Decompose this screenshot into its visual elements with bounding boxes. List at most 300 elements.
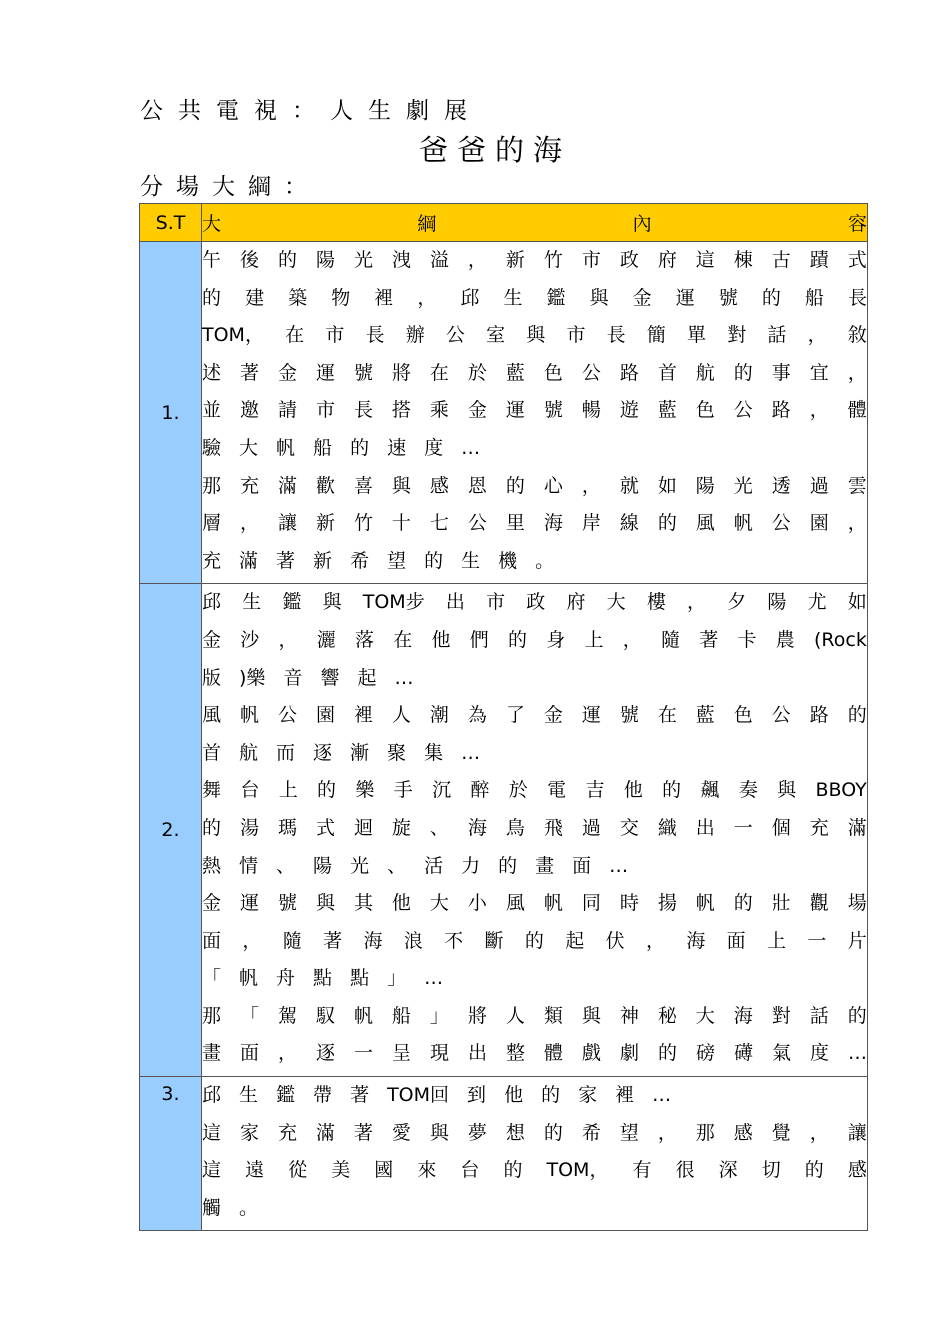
scene-text-token: 鑑 — [546, 286, 566, 309]
scene-text-token: 船 — [804, 286, 824, 309]
scene-text-token: 帆 — [353, 1004, 373, 1027]
scene-text-token: 海 — [363, 929, 383, 952]
scene-text-token: 這 — [695, 249, 715, 271]
scene-text-token: 與 — [322, 591, 342, 614]
scene-text-token: 充 — [239, 474, 259, 497]
scene-text-token: 點 — [313, 967, 333, 990]
scene-text-token: 就 — [619, 474, 639, 497]
scene-description — [202, 242, 868, 584]
scene-text-token: 出 — [695, 816, 715, 839]
scene-text-token: 落 — [355, 628, 375, 651]
scene-text-token: 公 — [581, 361, 601, 384]
scene-text-token: 活 — [424, 854, 444, 877]
scene-text-token: BBOY — [815, 779, 867, 802]
scene-text-token: 七 — [429, 512, 449, 535]
scene-text-token: 首 — [202, 741, 222, 764]
scene-row — [140, 584, 868, 1077]
scene-text-token: 政 — [526, 591, 546, 614]
scene-text-token: 滿 — [315, 1121, 335, 1144]
scene-text-token: 在 — [429, 361, 449, 384]
column-header-char: 綱 — [417, 213, 437, 235]
scene-text-token: 到 — [467, 1084, 487, 1107]
scene-text-token: 國 — [374, 1159, 394, 1182]
scene-text-token: ， — [809, 399, 829, 422]
scene-text-token: ， — [645, 929, 665, 952]
scene-text-token: 新 — [505, 249, 525, 271]
scene-text-token: 生 — [461, 549, 481, 572]
scene-text-token: 體 — [847, 399, 867, 422]
scene-text-token: 府 — [657, 249, 677, 271]
scene-text-token: 宜 — [809, 361, 829, 384]
scene-text-token: … — [652, 1084, 672, 1107]
scene-text-token: 色 — [733, 704, 753, 727]
scene-text-token: 充 — [809, 816, 829, 839]
scene-text-token: 的 — [508, 628, 528, 651]
scene-text-token: 為 — [467, 704, 487, 727]
scene-text-token: 、 — [429, 816, 449, 839]
scene-text-token: 大 — [239, 436, 259, 459]
scene-text-line — [202, 430, 867, 468]
scene-text-token: 駕 — [277, 1004, 297, 1027]
scene-text-token: 乘 — [429, 399, 449, 422]
scene-text-token: 從 — [288, 1159, 308, 1182]
scene-text-token: ， — [847, 512, 867, 535]
scene-text-token: 讓 — [847, 1121, 867, 1144]
scene-text-token: 蹟 — [809, 249, 829, 271]
scene-text-token: 壯 — [771, 892, 791, 915]
scene-text-token: 沙 — [240, 628, 260, 651]
scene-text-token: 海 — [686, 929, 706, 952]
scene-text-token: 航 — [695, 361, 715, 384]
scene-text-token: 號 — [718, 286, 738, 309]
scene-text-token: 運 — [239, 892, 259, 915]
scene-text-token: 揚 — [657, 892, 677, 915]
scene-text-token: 、 — [276, 854, 296, 877]
scene-text-token: 奏 — [738, 779, 758, 802]
scene-text-token: 度 — [424, 436, 444, 459]
scene-text-token: 層 — [202, 512, 222, 535]
scene-text-token: 園 — [315, 704, 335, 727]
scene-text-line — [202, 998, 867, 1036]
scene-text-token: 生 — [503, 286, 523, 309]
scene-text-line — [202, 392, 867, 430]
column-header-st: S.T — [140, 204, 202, 242]
scene-text-token: 將 — [467, 1004, 487, 1027]
scene-text-token: 同 — [581, 892, 601, 915]
scene-text-token: 公 — [277, 704, 297, 727]
scene-text-token: 市 — [325, 324, 345, 347]
scene-text-token: 滿 — [239, 549, 259, 572]
scene-text-token: 了 — [505, 704, 525, 727]
scene-text-token: 的 — [733, 892, 753, 915]
scene-text-token: 家 — [578, 1084, 598, 1107]
scene-text-token: 磅 — [696, 1042, 716, 1065]
scene-text-token: 公 — [733, 399, 753, 422]
scene-text-token: 有 — [632, 1159, 652, 1182]
scene-text-token: 大 — [606, 591, 626, 614]
scene-text-token: 公 — [771, 512, 791, 535]
scene-text-token: 台 — [240, 779, 260, 802]
scene-text-token: 心 — [543, 474, 563, 497]
scene-text-token: 市 — [566, 324, 586, 347]
column-header-char: 容 — [847, 213, 867, 235]
scene-text-token: 想 — [505, 1121, 525, 1144]
scene-text-token: 上 — [767, 929, 787, 952]
scene-text-token: 敘 — [847, 324, 867, 347]
scene-text-token: 感 — [847, 1159, 867, 1182]
scene-text-line — [202, 1190, 867, 1228]
scene-text-token: 人 — [505, 1004, 525, 1027]
scene-text-token: 的 — [804, 1159, 824, 1182]
scene-text-token: 築 — [288, 286, 308, 309]
scene-text-token: 農 — [775, 628, 795, 651]
scene-text-line — [202, 697, 867, 735]
scene-text-token: 帆 — [695, 892, 715, 915]
scene-text-token: 帆 — [239, 704, 259, 727]
scene-text-token: (Rock — [814, 628, 867, 651]
scene-text-token: 驗 — [202, 436, 222, 459]
scene-text-token: 身 — [546, 628, 566, 651]
scene-text-token: 出 — [468, 1042, 488, 1065]
scene-text-token: 這 — [202, 1121, 222, 1144]
scene-text-token: 的 — [761, 286, 781, 309]
scene-text-line — [202, 960, 867, 998]
scene-text-token: 望 — [387, 549, 407, 572]
scene-text-token: 帆 — [543, 892, 563, 915]
scene-text-token: 金 — [277, 361, 297, 384]
scene-text-token: 滿 — [277, 474, 297, 497]
scene-text-token: 邀 — [239, 399, 259, 422]
scene-text-token: 號 — [277, 892, 297, 915]
scene-text-token: 著 — [699, 628, 719, 651]
scene-text-token: 這 — [202, 1159, 222, 1182]
scene-text-token: 裡 — [374, 286, 394, 309]
scene-text-line — [202, 543, 867, 581]
scene-text-token: 新 — [313, 549, 333, 572]
scene-text-token: 劇 — [620, 1042, 640, 1065]
scene-text-token: 的 — [733, 361, 753, 384]
scene-number: 1. — [140, 242, 202, 584]
scene-text-token: 的 — [317, 779, 337, 802]
scene-text-token: 希 — [350, 549, 370, 572]
scene-text-token: 長 — [847, 286, 867, 309]
scene-text-token: 。 — [535, 549, 555, 572]
scene-text-token: ， — [807, 324, 827, 347]
scene-text-token: 那 — [695, 1121, 715, 1144]
scene-text-token: 如 — [657, 474, 677, 497]
scene-text-token: 金 — [202, 892, 222, 915]
scene-text-token: 讓 — [277, 512, 297, 535]
scene-text-token: 市 — [581, 249, 601, 271]
scene-text-line — [202, 660, 867, 698]
scene-text-token: TOM步 — [362, 591, 425, 614]
scene-text-token: 「 — [239, 1004, 259, 1027]
scene-text-token: )樂 — [239, 666, 266, 689]
scene-text-line — [202, 885, 867, 923]
scene-text-token: 運 — [675, 286, 695, 309]
scene-text-token: 光 — [350, 854, 370, 877]
scene-text-token: 他 — [504, 1084, 524, 1107]
scene-text-token: 他 — [623, 779, 643, 802]
scene-text-token: 、 — [387, 854, 407, 877]
scene-text-token: 與 — [526, 324, 546, 347]
scene-text-token: 卡 — [737, 628, 757, 651]
scene-text-token: 對 — [771, 1004, 791, 1027]
scene-text-token: 色 — [695, 399, 715, 422]
scene-text-token: 鑑 — [282, 591, 302, 614]
scene-text-token: 現 — [430, 1042, 450, 1065]
scene-text-token: ， — [622, 628, 642, 651]
scene-text-token: 夢 — [467, 1121, 487, 1144]
scene-text-token: 棟 — [733, 249, 753, 271]
scene-text-token: 切 — [761, 1159, 781, 1182]
scene-text-token: 出 — [445, 591, 465, 614]
scene-text-token: 路 — [809, 704, 829, 727]
scene-text-token: 而 — [276, 741, 296, 764]
scene-outline-table — [139, 203, 868, 1231]
scene-description — [202, 584, 868, 1077]
scene-text-token: 。 — [239, 1196, 259, 1219]
scene-text-token: 面 — [572, 854, 592, 877]
scene-text-token: 迴 — [353, 816, 373, 839]
scene-text-token: 面 — [202, 929, 222, 952]
scene-text-token: 速 — [387, 436, 407, 459]
scene-text-token: 來 — [417, 1159, 437, 1182]
scene-text-line — [202, 505, 867, 543]
scene-text-token: 交 — [619, 816, 639, 839]
scene-text-token: ， — [417, 286, 437, 309]
scene-text-token: 午 — [202, 249, 222, 271]
scene-text-token: 畫 — [202, 1042, 222, 1065]
scene-text-token: 與 — [391, 474, 411, 497]
scene-text-token: 尤 — [807, 591, 827, 614]
scene-text-token: 的 — [658, 1042, 678, 1065]
scene-text-token: ， — [809, 1121, 829, 1144]
scene-text-token: 金 — [202, 628, 222, 651]
table-header-row — [140, 204, 868, 242]
scene-text-token: 電 — [547, 779, 567, 802]
scene-text-token: 喜 — [353, 474, 373, 497]
scene-text-token: 光 — [353, 249, 373, 271]
scene-text-token: 深 — [718, 1159, 738, 1182]
scene-text-token: TOM， — [202, 324, 264, 347]
scene-text-token: 逐 — [313, 741, 333, 764]
scene-text-line — [202, 1035, 867, 1073]
scene-text-token: 隨 — [661, 628, 681, 651]
scene-text-token: 著 — [350, 1084, 370, 1107]
scene-text-token: 搭 — [391, 399, 411, 422]
scene-text-token: 的 — [847, 704, 867, 727]
scene-text-token: 愛 — [391, 1121, 411, 1144]
scene-text-token: 過 — [581, 816, 601, 839]
scene-text-token: ， — [467, 249, 487, 271]
scene-text-token: 時 — [619, 892, 639, 915]
scene-text-token: 著 — [323, 929, 343, 952]
scene-text-token: 湯 — [239, 816, 259, 839]
scene-text-token: 大 — [695, 1004, 715, 1027]
scene-text-token: 公 — [771, 704, 791, 727]
scene-text-token: 將 — [391, 361, 411, 384]
scene-text-token: 充 — [202, 549, 222, 572]
scene-text-token: 力 — [461, 854, 481, 877]
cell-padding — [202, 1227, 867, 1230]
document-title: 爸爸的海 — [418, 133, 571, 167]
scene-text-token: 鳥 — [505, 816, 525, 839]
scene-text-token: … — [461, 741, 481, 764]
scene-text-token: 斷 — [484, 929, 504, 952]
scene-text-token: 織 — [657, 816, 677, 839]
scene-text-token: 透 — [771, 474, 791, 497]
scene-text-token: 隨 — [282, 929, 302, 952]
scene-text-token: 竹 — [353, 512, 373, 535]
scene-text-token: 覺 — [771, 1121, 791, 1144]
scene-text-token: 灑 — [316, 628, 336, 651]
scene-text-token: 「 — [202, 967, 222, 990]
scene-text-token: 醉 — [470, 779, 490, 802]
scene-text-token: 古 — [771, 249, 791, 271]
scene-text-token: 室 — [486, 324, 506, 347]
scene-text-token: 觀 — [809, 892, 829, 915]
scene-text-token: 帶 — [313, 1084, 333, 1107]
scene-text-token: 里 — [505, 512, 525, 535]
scene-text-token: 感 — [429, 474, 449, 497]
scene-text-token: 話 — [809, 1004, 829, 1027]
scene-text-token: 帆 — [733, 512, 753, 535]
scene-text-token: 對 — [727, 324, 747, 347]
scene-text-token: 請 — [277, 399, 297, 422]
scene-text-token: 式 — [847, 249, 867, 271]
scene-text-token: 帆 — [276, 436, 296, 459]
scene-text-token: 藍 — [505, 361, 525, 384]
scene-text-token: 手 — [393, 779, 413, 802]
scene-text-token: 過 — [809, 474, 829, 497]
scene-text-token: 公 — [467, 512, 487, 535]
scene-text-token: 神 — [619, 1004, 639, 1027]
scene-text-token: 起 — [565, 929, 585, 952]
scene-text-token: 大 — [429, 892, 449, 915]
scene-text-token: 在 — [657, 704, 677, 727]
scene-description — [202, 1077, 868, 1231]
scene-text-token: 起 — [357, 666, 377, 689]
scene-text-token: 風 — [505, 892, 525, 915]
scene-text-token: 呈 — [392, 1042, 412, 1065]
scene-text-token: 海 — [467, 816, 487, 839]
scene-text-token: 氣 — [772, 1042, 792, 1065]
scene-row — [140, 242, 868, 584]
scene-text-token: 與 — [777, 779, 797, 802]
scene-text-token: 夕 — [727, 591, 747, 614]
scene-text-token: 點 — [350, 967, 370, 990]
scene-text-token: 物 — [331, 286, 351, 309]
scene-text-line — [202, 622, 867, 660]
scene-text-token: 如 — [847, 591, 867, 614]
scene-text-token: 路 — [619, 361, 639, 384]
scene-text-token: 與 — [581, 1004, 601, 1027]
scene-text-token: 美 — [331, 1159, 351, 1182]
scene-text-token: 的 — [543, 1121, 563, 1144]
scene-text-token: 建 — [245, 286, 265, 309]
scene-text-token: 船 — [391, 1004, 411, 1027]
scene-text-token: … — [848, 1042, 867, 1065]
scene-text-token: ， — [687, 591, 707, 614]
scene-text-token: 他 — [391, 892, 411, 915]
scene-text-token: 他 — [431, 628, 451, 651]
scene-text-token: 首 — [657, 361, 677, 384]
scene-text-token: 機 — [498, 549, 518, 572]
scene-text-token: 竹 — [543, 249, 563, 271]
scene-text-token: … — [461, 436, 481, 459]
scene-text-token: 不 — [444, 929, 464, 952]
scene-text-token: 風 — [695, 512, 715, 535]
scene-text-token: TOM回 — [387, 1084, 450, 1107]
scene-text-token: 舟 — [276, 967, 296, 990]
scene-text-token: 旋 — [391, 816, 411, 839]
scene-text-token: 版 — [202, 666, 222, 689]
scene-text-token: 與 — [315, 892, 335, 915]
scene-text-token: 單 — [687, 324, 707, 347]
scene-text-token: 園 — [809, 512, 829, 535]
scene-text-token: 瑪 — [277, 816, 297, 839]
scene-text-token: 觸 — [202, 1196, 222, 1219]
scene-text-token: 暢 — [581, 399, 601, 422]
scene-text-line — [202, 772, 867, 810]
scene-text-token: 希 — [581, 1121, 601, 1144]
scene-text-token: 政 — [619, 249, 639, 271]
scene-number: 2. — [140, 584, 202, 1077]
scene-text-token: 那 — [202, 474, 222, 497]
scene-text-line — [202, 1077, 867, 1115]
scene-text-token: 辦 — [405, 324, 425, 347]
scene-text-token: 市 — [486, 591, 506, 614]
scene-text-token: 戲 — [582, 1042, 602, 1065]
scene-text-line — [202, 280, 867, 318]
scene-text-line — [202, 317, 867, 355]
scene-text-token: 的 — [662, 779, 682, 802]
scene-text-token: … — [609, 854, 629, 877]
scene-text-token: 公 — [445, 324, 465, 347]
scene-text-token: 在 — [393, 628, 413, 651]
scene-text-token: 台 — [460, 1159, 480, 1182]
scene-text-token: 情 — [239, 854, 259, 877]
scene-text-token: 線 — [619, 512, 639, 535]
scene-text-token: 岸 — [581, 512, 601, 535]
column-header-content — [202, 204, 868, 242]
scene-number: 3. — [140, 1077, 202, 1231]
scene-text-token: 潮 — [429, 704, 449, 727]
scene-text-token: 聚 — [387, 741, 407, 764]
scene-text-token: 的 — [498, 854, 518, 877]
scene-text-token: 著 — [276, 549, 296, 572]
scene-text-token: 一 — [733, 816, 753, 839]
scene-text-line — [202, 923, 867, 961]
scene-text-token: 沉 — [432, 779, 452, 802]
scene-text-token: 光 — [733, 474, 753, 497]
scene-text-token: 其 — [353, 892, 373, 915]
scene-text-token: ， — [278, 1042, 298, 1065]
scene-text-line — [202, 735, 867, 773]
scene-text-token: 上 — [584, 628, 604, 651]
scene-text-token: 馭 — [315, 1004, 335, 1027]
scene-text-token: 遊 — [619, 399, 639, 422]
scene-text-line — [202, 1115, 867, 1153]
scene-text-token: 船 — [313, 436, 333, 459]
scene-text-token: 裡 — [615, 1084, 635, 1107]
scene-text-token: 話 — [767, 324, 787, 347]
scene-text-token: 很 — [675, 1159, 695, 1182]
scene-text-token: 色 — [543, 361, 563, 384]
scene-text-token: 於 — [467, 361, 487, 384]
scene-text-token: … — [394, 666, 414, 689]
